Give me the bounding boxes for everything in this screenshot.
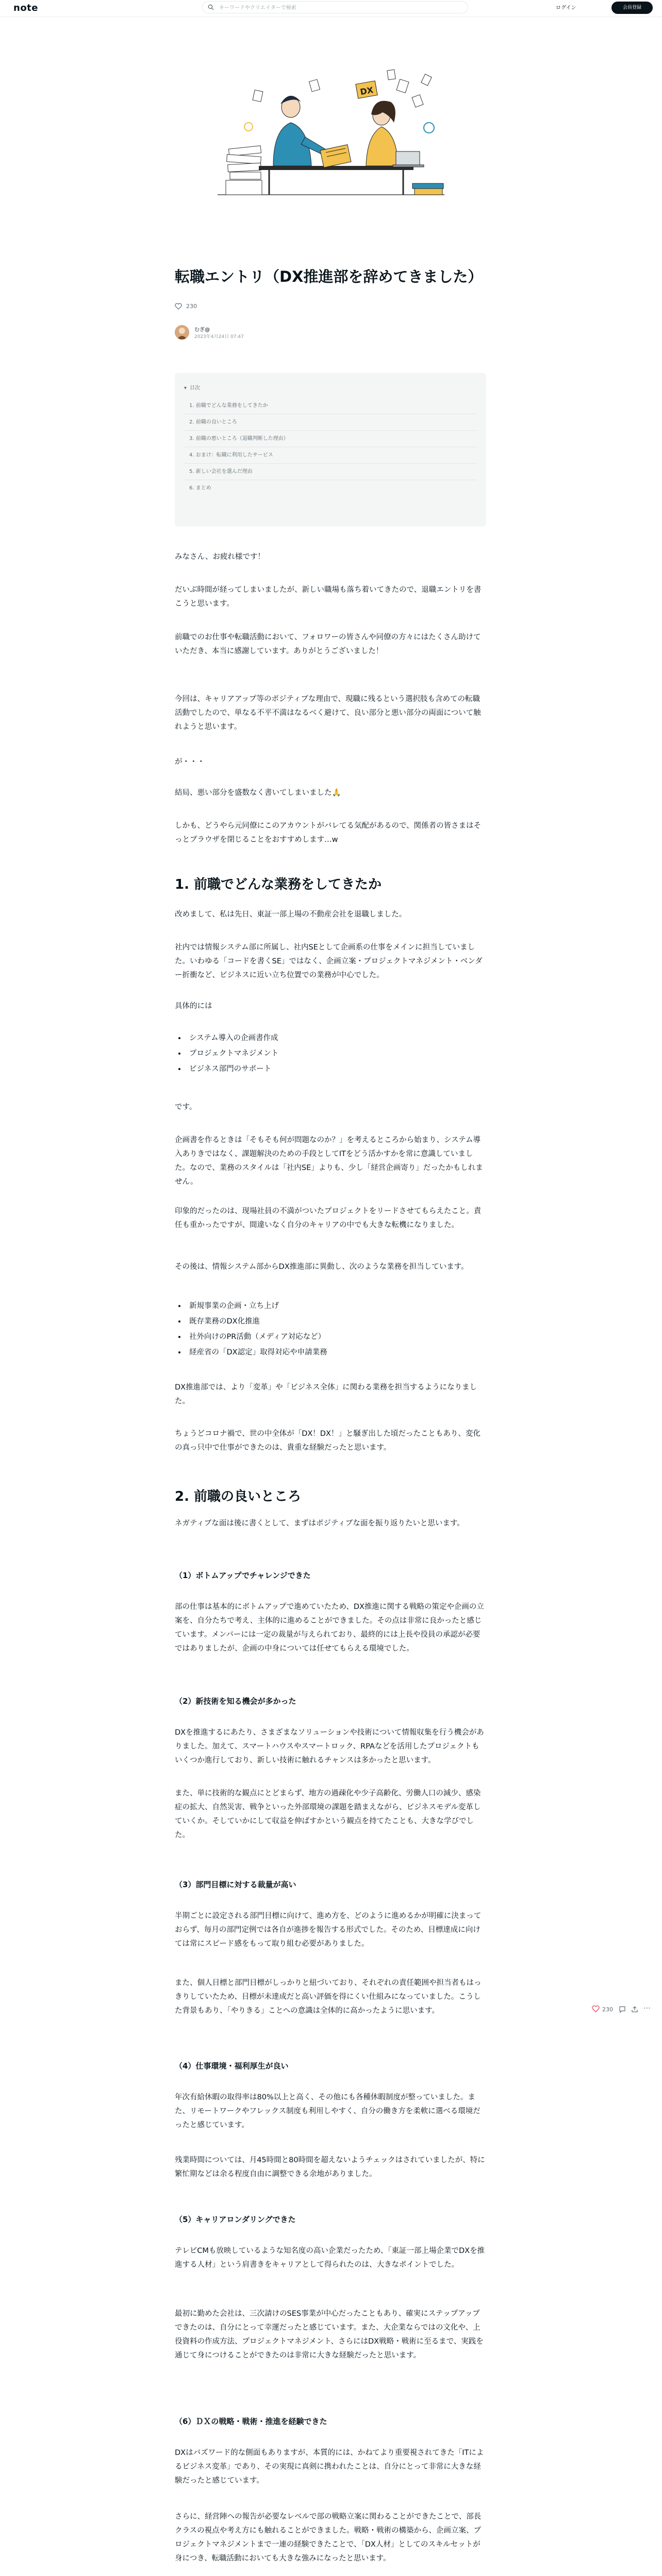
subsection-heading: （6）ＤＸの戦略・戦術・推進を経験できた [175, 2417, 327, 2426]
avatar[interactable] [175, 325, 189, 340]
heart-icon[interactable] [175, 303, 182, 310]
article-title: 転職エントリ（DX推進部を辞めてきました） [175, 268, 483, 285]
paragraph: その後は、情報システム部からDX推進部に異動し、次のような業務を担当しています。 [175, 1263, 469, 1271]
toc-item[interactable]: 4. おまけ：転職に利用したサービス [184, 447, 477, 464]
subsection-heading: （1）ボトムアップでチャレンジできた [175, 1571, 311, 1580]
subsection-heading: （3）部門目標に対する裁量が高い [175, 1880, 296, 1889]
list-item: • プロジェクトマネジメント [186, 1046, 498, 1061]
toc-item[interactable]: 1. 前職でどんな業務をしてきたか [184, 398, 477, 414]
paragraph: DX推進部では、より「変革」や「ビジネス全体」に関わる業務を担当するようになりました。 [175, 1383, 477, 1405]
section-heading: 1. 前職でどんな業務をしてきたか [175, 877, 382, 892]
paragraph: だいぶ時間が経ってしまいましたが、新しい職場も落ち着いてきたので、退職エントリを書こうと思います。 [175, 586, 482, 608]
post-date: 2023年4月24日 07:47 [194, 334, 244, 340]
bullet-list [175, 1298, 498, 1360]
paragraph: 社内では情報システム部に所属し、社内SEとして企画系の仕事をメインに担当していました。いわゆる「コードを書くSE」ではなく、企画立案・プロジェクトマネジメント・ベンダー折衝など、ビジネスに近い立ち位置での業務が中心でした。 [175, 943, 483, 979]
subsection-heading: （2）新技術を知る機会が多かった [175, 1697, 296, 1706]
search-icon [208, 4, 214, 10]
section-heading: 2. 前職の良いところ [175, 1489, 302, 1504]
paragraph: 半期ごとに設定される部門目標に向けて、進め方を、どのように進めるかが明確に決まっておらず、毎月の部門定例では各自が進捗を報告する形式でした。そのため、目標達成に向けては常にスピード感をもって取り組む必要がありました。 [175, 1912, 482, 1948]
hero-illustration [202, 60, 459, 214]
signup-button[interactable]: 会員登録 [611, 2, 653, 14]
dx-badge [356, 81, 377, 98]
search-box[interactable] [202, 1, 468, 13]
like-count: 230 [186, 303, 197, 310]
paragraph: さらに、経営陣への報告が必要なレベルで部の戦略立案に関わることができたことで、部長クラスの視点や考え方にも触れることができました。戦略・戦術の構築から、企画立案、プロジェクトマネジメントまで一連の経験できたことで、「DX人材」としてのスキルセットが身につき、転職活動においても大きな強みになったと思います。 [175, 2513, 482, 2563]
toc-item[interactable]: 5. 新しい会社を選んだ理由 [184, 464, 477, 480]
paragraph: 部の仕事は基本的にボトムアップで進めていたため、DX推進に関する戦略の策定や企画の立案を、自分たちで考え、主体的に進めることができました。その点は非常に良かったと感じています。メンバーには一定の裁量が与えられており、最終的には上長や役員の承認が必要ではありましたが、企画の中身については任せてもらえる環境でした。 [175, 1603, 484, 1653]
avatar-image [175, 325, 189, 340]
list-item: • システム導入の企画書作成 [186, 1030, 498, 1046]
more-icon[interactable]: ⋯ [643, 2004, 651, 2012]
table-of-contents [175, 373, 486, 527]
paragraph: 企画書を作るときは「そもそも何が問題なのか？」を考えるところから始まり、システム導入ありきではなく、課題解決のための手段としてITをどう活かすかを常に意識していました。なので、業務のスタイルは「社内SE」よりも、少し「経営企画寄り」だったかもしれません。 [175, 1136, 483, 1186]
list-item: • 新規事業の企画・立ち上げ [186, 1298, 498, 1314]
author-name[interactable]: むぎ@ [194, 327, 210, 333]
subsection-heading: （4）仕事環境・福利厚生が良い [175, 2061, 289, 2071]
paragraph: DXを推進するにあたり、さまざまなソリューションや技術について情報収集を行う機会がありました。加えて、スマートハウスやスマートロック、RPAなどを活用したプロジェクトもいくつか進行しており、新しい技術に触れるチャンスは多かったと思います。 [175, 1728, 484, 1765]
paper-stack [226, 146, 262, 195]
paragraph: また、個人目標と部門目標がしっかりと紐づいており、それぞれの責任範囲や担当者もはっきりしていたため、目標が未達成だと高い評価を得にくい仕組みになっていました。こうした背景もあり、「やりきる」ことへの意識は全体的に高かったように思います。 [175, 1979, 482, 2015]
paragraph: また、単に技術的な観点にとどまらず、地方の過疎化や少子高齢化、労働人口の減少、感染症の拡大、自然災害、戦争といった外部環境の課題を踏まえながら、ビジネスモデル変革していくか。そしていかにして収益を伸ばすかという観点を持てたことも、大きな学びでした。 [175, 1789, 481, 1839]
paragraph: 印象的だったのは、现場社員の不満がついたプロジェクトをリードさせてもらえたこと。責任も重かったですが、間違いなく自分のキャリアの中でも大きな転機になりました。 [175, 1207, 482, 1229]
paragraph: 最初に勤めた会社は、三次請けのSES事業が中心だったこともあり、確実にステップアップできたのは、自分にとって幸運だったと感じています。また、大企業ならではの文化や、上役資料の作成方法、プロジェクトマネジメント、さらにはDX戦略・戦術に至るまで、実践を通じて身につけることができたのは非常に大きな経験だったと思います。 [175, 2310, 484, 2360]
list-item: • 経産省の「DX認定」取得対応や申請業務 [186, 1345, 498, 1360]
side-action-bar [592, 2004, 654, 2016]
paragraph: ネガティブな面は後に書くとして、まずはポジティブな面を振り返りたいと思います。 [175, 1519, 465, 1528]
paragraph: 年次有給休暇の取得率は80%以上と高く、その他にも各種休暇制度が整っていました。また、リモートワークやフレックス制度も利用しやすく、自分の働き方を柔軟に選べる環境だったと感じています。 [175, 2093, 481, 2129]
top-header [0, 0, 662, 17]
paragraph: 残業時間については、月45時間と80時間を超えないようチェックはされていましたが、特に繁忙期などは余る程度自由に調整できる余地がありました。 [175, 2156, 485, 2178]
paragraph: テレビCMも放映しているような知名度の高い企業だったため、「東証一部上場企業でDXを推進する人材」という肩書きをキャリアとして得られたのは、大きなポイントでした。 [175, 2247, 485, 2269]
paragraph: 前職でのお仕事や転職活動において、フォロワーの皆さんや同僚の方々にはたくさん助けていただき、本当に感謝しています。ありがとうございました！ [175, 633, 481, 655]
bullet-list [175, 1030, 498, 1077]
author-block[interactable] [175, 324, 329, 341]
heart-icon[interactable] [592, 2005, 600, 2012]
paragraph: みなさん、お疲れ様です！ [175, 553, 265, 561]
login-link[interactable]: ログイン [556, 5, 576, 11]
paragraph: 今回は、キャリアアップ等のポジティブな理由で、現職に残るという選択肢も含めての転職活動でしたので、単なる不平不満はなるべく避けて、良い部分と悪い部分の両面について触れようと思います。 [175, 695, 481, 731]
search-input[interactable] [218, 3, 462, 12]
svg-text:DX: DX [359, 84, 374, 97]
paragraph: 結局、悪い部分を盛数なく書いてしまいました🙏 [175, 789, 341, 797]
note-logo[interactable]: note [13, 3, 38, 13]
paragraph: ちょうどコロナ禍で、世の中全体が「DX！DX！」と騒ぎ出した頃だったこともあり、変化の真っ只中で仕事ができたのは、貴重な経験だったと思います。 [175, 1430, 481, 1452]
toc-item[interactable]: 2. 前職の良いところ [184, 414, 477, 431]
paragraph: です。 [175, 1103, 197, 1111]
toc-item[interactable]: 3. 前職の悪いところ（退職判断した理由） [184, 431, 477, 447]
like-count: 230 [602, 2006, 613, 2013]
chevron-down-icon: ▾ [184, 385, 187, 391]
paragraph: 具体的には [175, 1002, 212, 1010]
subsection-heading: （5）キャリアロンダリングできた [175, 2215, 296, 2224]
toc-header[interactable] [184, 383, 200, 391]
share-icon[interactable] [631, 2006, 638, 2013]
comment-icon[interactable] [619, 2006, 626, 2013]
paragraph: DXはバズワード的な側面もありますが、本質的には、かねてより重要視されてきた「ITによるビジネス変革」であり、その実現に真剣に携われたことは、自分にとって非常に大きな経験だったと感じています。 [175, 2449, 484, 2485]
list-item: • 既存業務のDX化推進 [186, 1314, 498, 1329]
list-item: • 社外向けのPR活動（メディア対応など） [186, 1329, 498, 1345]
paragraph: 改めまして、私は先日、東証一部上場の不動産会社を退職しました。 [175, 910, 407, 919]
toc-item[interactable]: 6. まとめ [189, 485, 211, 491]
list-item: • ビジネス部門のサポート [186, 1061, 498, 1077]
toc-heading: 目次 [190, 385, 201, 391]
paragraph: しかも、どうやら元同僚にこのアカウントがバレてる気配があるので、関係者の皆さまはそっとブラウザを閉じることをおすすめします…w [175, 822, 482, 844]
paragraph: が・・・ [175, 758, 205, 766]
